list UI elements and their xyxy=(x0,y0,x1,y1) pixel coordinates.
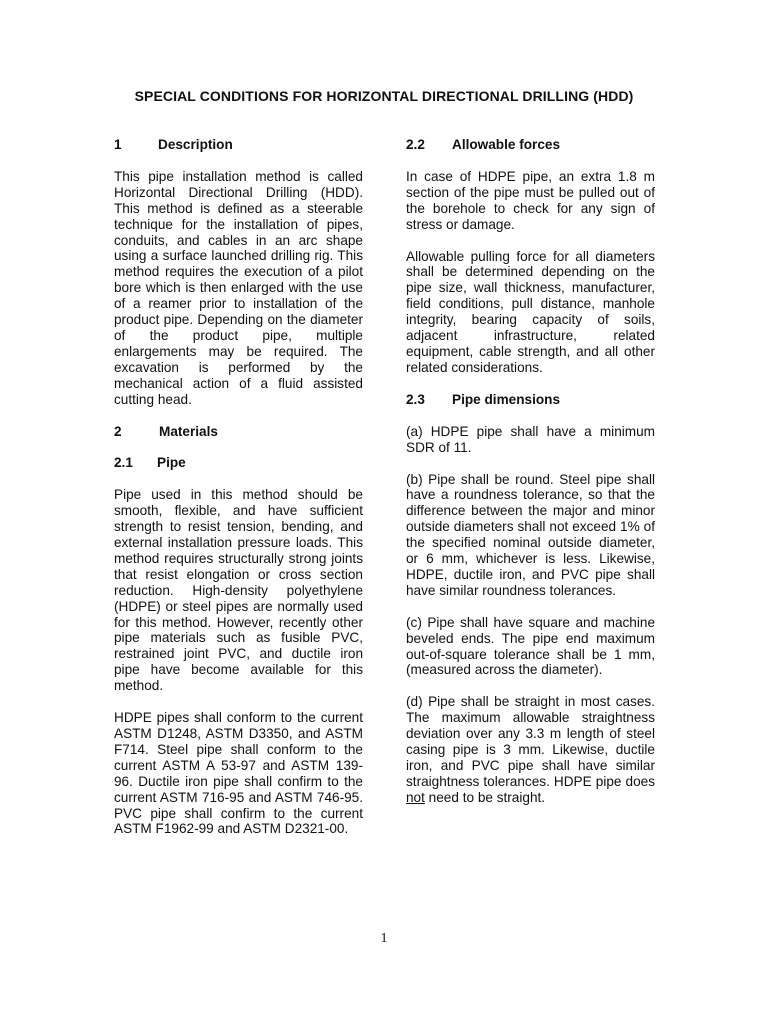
item-d-emphasis: not xyxy=(406,789,425,805)
page-number: 1 xyxy=(380,931,388,946)
paragraph-pipe-standards: HDPE pipes shall conform to the current ASTM D1248, ASTM D3350, and ASTM F714. Steel pipe shall conform to the current ASTM A 53-97 and ASTM 139-96. Ductile iron pipe shall confirm to the current ASTM 716-95 and ASTM 746-95. PVC pipe shall confirm to the current ASTM F1962-99 and ASTM D2321-00. xyxy=(114,710,363,837)
item-d-text: (d) Pipe shall be straight in most cases. The maximum allowable straightness deviation over any 3.3 m length of steel casing pipe is 3 mm. Likewise, ductile iron, and PVC pipe shall have similar straightness tolerances. HDPE pipe does xyxy=(406,694,655,789)
section-heading-1 xyxy=(114,137,363,153)
section-number: 2.2 xyxy=(406,137,425,152)
paragraph-pulling-force: Allowable pulling force for all diameters shall be determined depending on the pipe size, wall thickness, manufacturer, field conditions, pull distance, manhole integrity, bearing capacity of soils, adjacent infrastructure, related equipment, cable strength, and all other related considerations. xyxy=(406,248,655,375)
section-heading-2-3 xyxy=(406,392,655,408)
section-heading-2 xyxy=(114,424,363,440)
paragraph-pipe-requirements: Pipe used in this method should be smooth, flexible, and have sufficient strength to resist tension, bending, and external installation pressure loads. This method requires structurally strong joints that resist elongation or cross section reduction. High-density polyethylene (HDPE) or steel pipes are normally used for this method. However, recently other pipe materials such as fusible PVC, restrained joint PVC, and ductile iron pipe have become available for this method. xyxy=(114,487,363,694)
paragraph-item-b: (b) Pipe shall be round. Steel pipe shall have a roundness tolerance, so that the difference between the major and minor outside diameters shall not exceed 1% of the specified nominal outside diameter, or 6 mm, whichever is less. Likewise, HDPE, ductile iron, and PVC pipe shall have similar roundness tolerances. xyxy=(406,471,655,598)
section-heading-2-2 xyxy=(406,137,655,153)
section-title: Materials xyxy=(159,423,218,439)
paragraph-description: This pipe installation method is called Horizontal Directional Drilling (HDD). This method is defined as a steerable technique for the installation of pipes, conduits, and cables in an arc shape using a surface launched drilling rig. This method requires the execution of a pilot bore which is then enlarged with the use of a reamer prior to installation of the product pipe. Depending on the diameter of the product pipe, multiple enlargements may be required. The excavation is performed by the mechanical action of a fluid assisted cutting head. xyxy=(114,168,363,407)
paragraph-item-a: (a) HDPE pipe shall have a minimum SDR of 11. xyxy=(406,423,655,455)
section-title: Allowable forces xyxy=(452,137,561,152)
right-column xyxy=(406,137,655,822)
section-number: 2.3 xyxy=(406,391,425,407)
section-number: 2.1 xyxy=(114,455,133,471)
paragraph-item-c: (c) Pipe shall have square and machine beveled ends. The pipe end maximum out-of-square tolerance shall be 1 mm, (measured across the diameter). xyxy=(406,614,655,678)
section-number: 2 xyxy=(114,423,122,439)
paragraph-item-d xyxy=(406,694,655,805)
section-title: Pipe dimensions xyxy=(452,391,561,407)
section-number: 1 xyxy=(114,137,122,152)
section-title: Pipe xyxy=(157,455,186,471)
left-column xyxy=(114,137,363,853)
paragraph-hdpe-extra-section: In case of HDPE pipe, an extra 1.8 m section of the pipe must be pulled out of the borehole to check for any sign of stress or damage. xyxy=(406,168,655,232)
document-title: SPECIAL CONDITIONS FOR HORIZONTAL DIRECTIONAL DRILLING (HDD) xyxy=(134,88,634,104)
section-heading-2-1 xyxy=(114,455,363,471)
section-title: Description xyxy=(158,137,233,152)
item-d-text-end: need to be straight. xyxy=(424,789,546,805)
